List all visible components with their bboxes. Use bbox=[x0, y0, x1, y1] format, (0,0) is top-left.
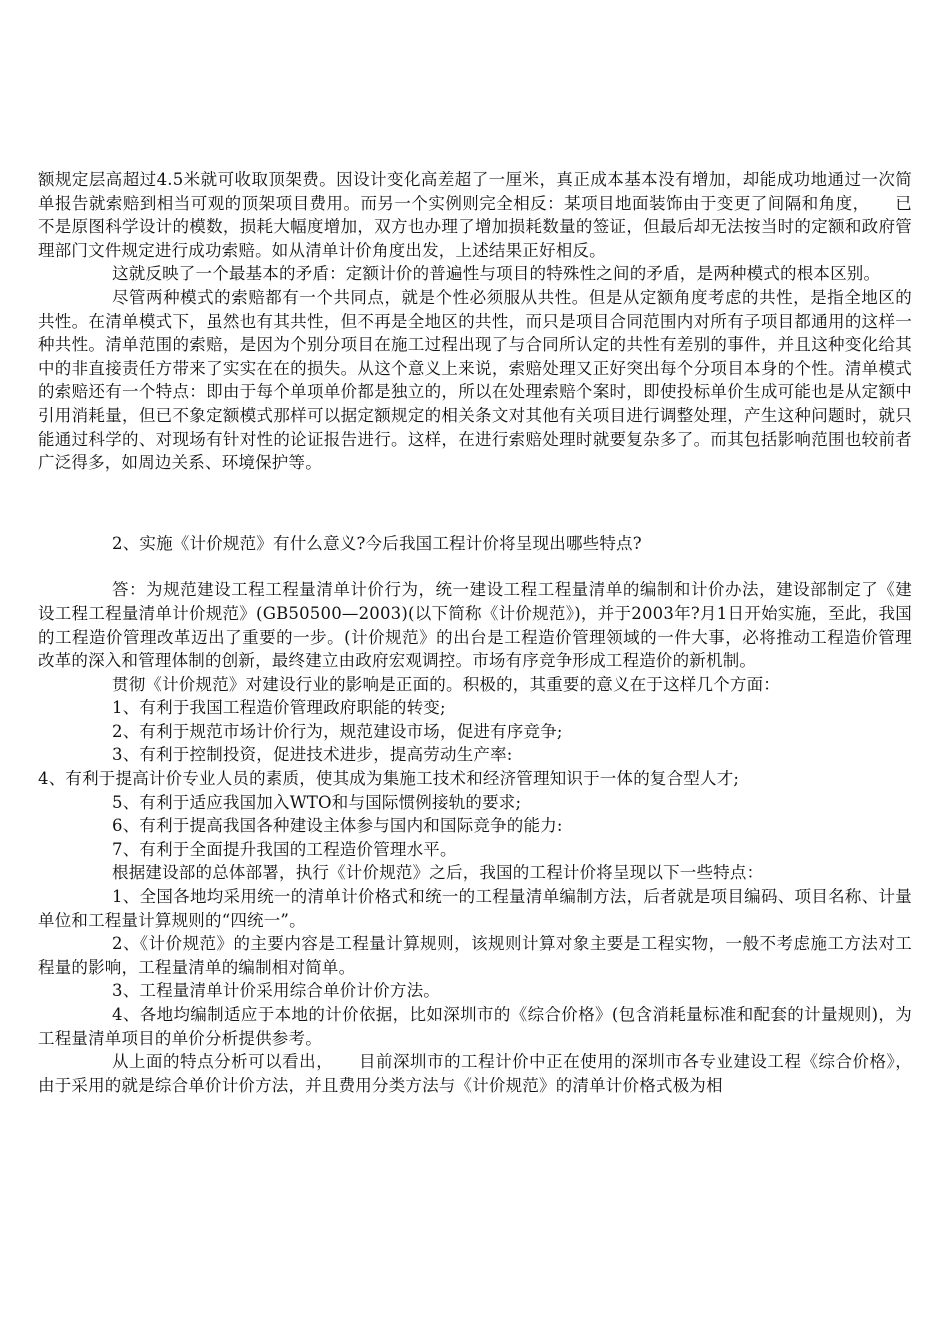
list-item: 5、有利于适应我国加入WTO和与国际惯例接轨的要求; bbox=[112, 792, 522, 812]
feature-item: 3、工程量清单计价采用综合单价计价方法。 bbox=[112, 981, 440, 1001]
paragraph: 答：为规范建设工程工程量清单计价行为，统一建设工程工程量清单的编制和计价办法，建设部制定了《建设工程工程量清单计价规范》(GB50500—2003)(以下简称《计价规范》)，并于2003年?月1日开始实施，至此，我国的工程造价管理改革迈出了重要的一步。(计价规范》的出台是工程造价管理领域的一件大事，必将推动工程造价管理改革的深入和管理体制的创新，最终建立由政府宏观调控。市场有序竞争形成工程造价的新机制。 bbox=[38, 580, 912, 671]
list-item: 7、有利于全面提升我国的工程造价管理水平。 bbox=[112, 839, 457, 859]
paragraph: 额规定层高超过4.5米就可收取顶架费。因设计变化高差超了一厘米，真正成本基本没有增加，却能成功地通过一次简单报告就索赔到相当可观的顶架项目费用。而另一个实例则完全相反：某项目地面装饰由于变更了间隔和角度， 已不是原图科学设计的模数，损耗大幅度增加，双方也办理了增加损耗数量的签证，但最后却无法按当时的定额和政府管理部门文件规定进行成功索赔。如从清单计价角度出发，上述结果正好相反。 bbox=[38, 170, 912, 260]
question-heading: 2、实施《计价规范》有什么意义?今后我国工程计价将呈现出哪些特点? bbox=[112, 533, 642, 553]
feature-item: 4、各地均编制适应于本地的计价依据，比如深圳市的《综合价格》(包含消耗量标准和配套的计量规则)，为工程量清单项目的单价分析提供参考。 bbox=[38, 1005, 912, 1048]
list-item: 6、有利于提高我国各种建设主体参与国内和国际竞争的能力: bbox=[112, 816, 563, 836]
paragraph: 根据建设部的总体部署，执行《计价规范》之后，我国的工程计价将呈现以下一些特点： bbox=[112, 863, 764, 883]
paragraph: 尽管两种模式的索赔都有一个共同点，就是个性必须服从共性。但是从定额角度考虑的共性，是指全地区的共性。在清单模式下，虽然也有其共性，但不再是全地区的共性，而只是项目合同范围内对所有子项目都通用的这样一种共性。清单范围的索赔，是因为个别分项目在施工过程出现了与合同所认定的共性有差别的事件，并且这种变化给其中的非直接责任方带来了实实在在的损失。从这个意义上来说，索赔处理又正好突出每个分项目本身的个性。清单模式的索赔还有一个特点：即由于每个单项单价都是独立的，所以在处理索赔个案时，即使投标单价生成可能也是从定额中引用消耗量，但已不象定额模式那样可以据定额规定的相关条文对其他有关项目进行调整处理，产生这种问题时，就只能通过科学的、对现场有针对性的论证报告进行。这样，在进行索赔处理时就要复杂多了。而其包括影响范围也较前者广泛得多，如周边关系、环境保护等。 bbox=[38, 287, 912, 473]
list-item: 4、有利于提高计价专业人员的素质，使其成为集施工技术和经济管理知识于一体的复合型人才; bbox=[38, 769, 740, 789]
document-body bbox=[38, 168, 912, 1097]
paragraph: 从上面的特点分析可以看出， 目前深圳市的工程计价中正在使用的深圳市各专业建设工程《综合价格》，由于采用的就是综合单价计价方法，并且费用分类方法与《计价规范》的清单计价格式极为相 bbox=[38, 1052, 912, 1095]
feature-item: 1、全国各地均采用统一的清单计价格式和统一的工程量清单编制方法，后者就是项目编码、项目名称、计量单位和工程量计算规则的“四统一”。 bbox=[38, 887, 912, 930]
feature-item: 2、《计价规范》的主要内容是工程量计算规则，该规则计算对象主要是工程实物，一般不考虑施工方法对工程量的影响，工程量清单的编制相对简单。 bbox=[38, 934, 912, 977]
list-item: 3、有利于控制投资，促进技术进步，提高劳动生产率: bbox=[112, 745, 513, 765]
spacer bbox=[38, 475, 912, 532]
list-item: 2、有利于规范市场计价行为，规范建设市场，促进有序竞争; bbox=[112, 721, 563, 741]
spacer bbox=[38, 555, 912, 578]
paragraph: 贯彻《计价规范》对建设行业的影响是正面的。积极的，其重要的意义在于这样几个方面： bbox=[112, 674, 780, 694]
list-item: 1、有利于我国工程造价管理政府职能的转变; bbox=[112, 698, 446, 718]
paragraph: 这就反映了一个最基本的矛盾：定额计价的普遍性与项目的特殊性之间的矛盾，是两种模式的根本区别。 bbox=[112, 264, 881, 284]
